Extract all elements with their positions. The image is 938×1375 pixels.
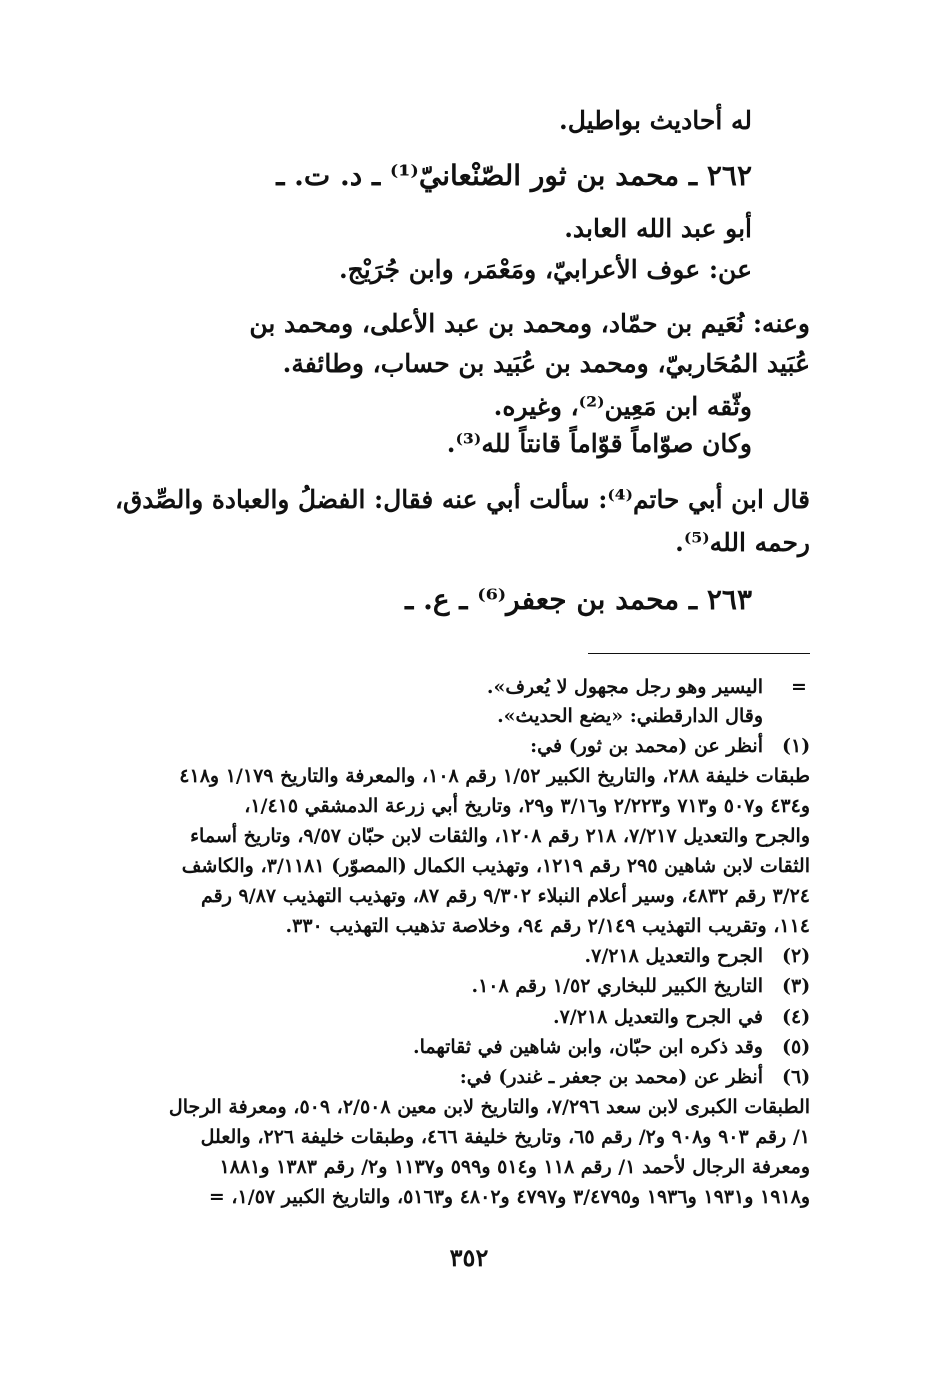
footnote-divider <box>588 653 810 654</box>
main-line-9: قال ابن أبي حاتم⁽⁴⁾: سألت أبي عنه فقال: الفضلُ والعبادة والصِّدق، <box>115 485 810 514</box>
main-line-5: وعنه: نُعَيم بن حمّاد، ومحمد بن عبد الأعلى، ومحمد بن <box>249 309 810 338</box>
footnote-4-number: (٤) <box>782 1006 811 1028</box>
footnote-1-line-7: ١١٤، وتقريب التهذيب ٢/١٤٩ رقم ٩٤، وخلاصة تذهيب التهذيب ٣٣٠. <box>285 915 810 937</box>
footnote-6-line-4: ومعرفة الرجال لأحمد ١/ رقم ١١٨ و٥١٤ و٥٩٩ و١١٣٧ و٢/ رقم ١٣٨٣ و١٨٨١ <box>219 1156 810 1178</box>
footnote-3-number: (٣) <box>782 975 811 997</box>
footnote-2-number: (٢) <box>782 945 811 967</box>
entry-262-heading: ٢٦٢ ـ محمد بن ثور الصّنْعانيّ⁽¹⁾ ـ د. ت. ـ <box>276 159 752 192</box>
main-line-7: وثّقه ابن مَعِين⁽²⁾، وغيره. <box>493 392 752 421</box>
footnote-6-line-5: و١٩١٨ و١٩٣١ و١٩٣٦ و٣/٤٧٩٥ و٤٧٩٧ و٤٨٠٢ و٥١٦٣، والتاريخ الكبير ١/٥٧، = <box>208 1186 810 1208</box>
main-line-3: أبو عبد الله العابد. <box>564 214 752 243</box>
footnote-1-line-4: والجرح والتعديل ٧/٢١٧، ٢١٨ رقم ١٢٠٨، والثقات لابن حبّان ٩/٥٧، وتاريخ أسماء <box>190 825 810 847</box>
footnote-6-number: (٦) <box>782 1066 811 1088</box>
main-line-10: رحمه الله⁽⁵⁾. <box>675 528 810 557</box>
main-line-6: عُبَيد المُحَاربيّ، ومحمد بن عُبَيد بن حساب، وطائفة. <box>282 349 810 378</box>
main-line-4: عن: عوف الأعرابيّ، ومَعْمَر، وابن جُرَيْج. <box>338 255 752 284</box>
footnote-1-line-5: الثقات لابن شاهين ٢٩٥ رقم ١٢١٩، وتهذيب الكمال (المصوّر) ٣/١١٨١، والكاشف <box>181 855 810 877</box>
footnote-continuation-line-2: وقال الدارقطني: «يضع الحديث». <box>497 705 763 727</box>
footnote-continuation-marker: = <box>791 676 807 698</box>
footnote-5-number: (٥) <box>782 1036 811 1058</box>
footnote-4-text: في الجرح والتعديل ٧/٢١٨. <box>552 1006 763 1028</box>
entry-263-heading: ٢٦٣ ـ محمد بن جعفر⁽⁶⁾ ـ ع. ـ <box>405 583 752 616</box>
main-line-1: له أحاديث بواطيل. <box>559 106 752 135</box>
footnote-2-text: الجرح والتعديل ٧/٢١٨. <box>584 945 763 967</box>
footnote-1-line-2: طبقات خليفة ٢٨٨، والتاريخ الكبير ١/٥٢ رقم ١٠٨، والمعرفة والتاريخ ١/١٧٩ و٤١٨ <box>179 765 810 787</box>
footnote-6-line-1: أنظر عن (محمد بن جعفر ـ غندر) في: <box>459 1066 763 1088</box>
footnote-5-text: وقد ذكره ابن حبّان، وابن شاهين في ثقاتهما. <box>412 1036 763 1058</box>
footnote-6-line-2: الطبقات الكبرى لابن سعد ٧/٢٩٦، والتاريخ لابن معين ٢/٥٠٨، ٥٠٩، ومعرفة الرجال <box>168 1096 810 1118</box>
footnote-1-number: (١) <box>782 735 811 757</box>
footnote-1-line-1: أنظر عن (محمد بن ثور) في: <box>530 735 763 757</box>
footnote-3-text: التاريخ الكبير للبخاري ١/٥٢ رقم ١٠٨. <box>471 975 763 997</box>
footnote-continuation-line-1: اليسير وهو رجل مجهول لا يُعرف». <box>486 676 763 698</box>
footnote-6-line-3: ١/ رقم ٩٠٣ و٩٠٨ و٢/ رقم ٦٥، وتاريخ خليفة ٤٦٦، وطبقات خليفة ٢٢٦، والعلل <box>200 1126 810 1148</box>
footnote-1-line-6: ٣/٢٤ رقم ٤٨٣٢، وسير أعلام النبلاء ٩/٣٠٢ رقم ٨٧، وتهذيب التهذيب ٩/٨٧ رقم <box>201 885 810 907</box>
footnote-1-line-3: و٤٣٤ و٥٠٧ و٧١٣ و٢/٢٢٣ و٣/١٦ و٢٩، وتاريخ أبي زرعة الدمشقي ١/٤١٥، <box>244 795 810 817</box>
main-line-8: وكان صوّاماً قوّاماً قانتاً لله⁽³⁾. <box>446 429 752 458</box>
page-number: ٣٥٢ <box>449 1243 489 1272</box>
